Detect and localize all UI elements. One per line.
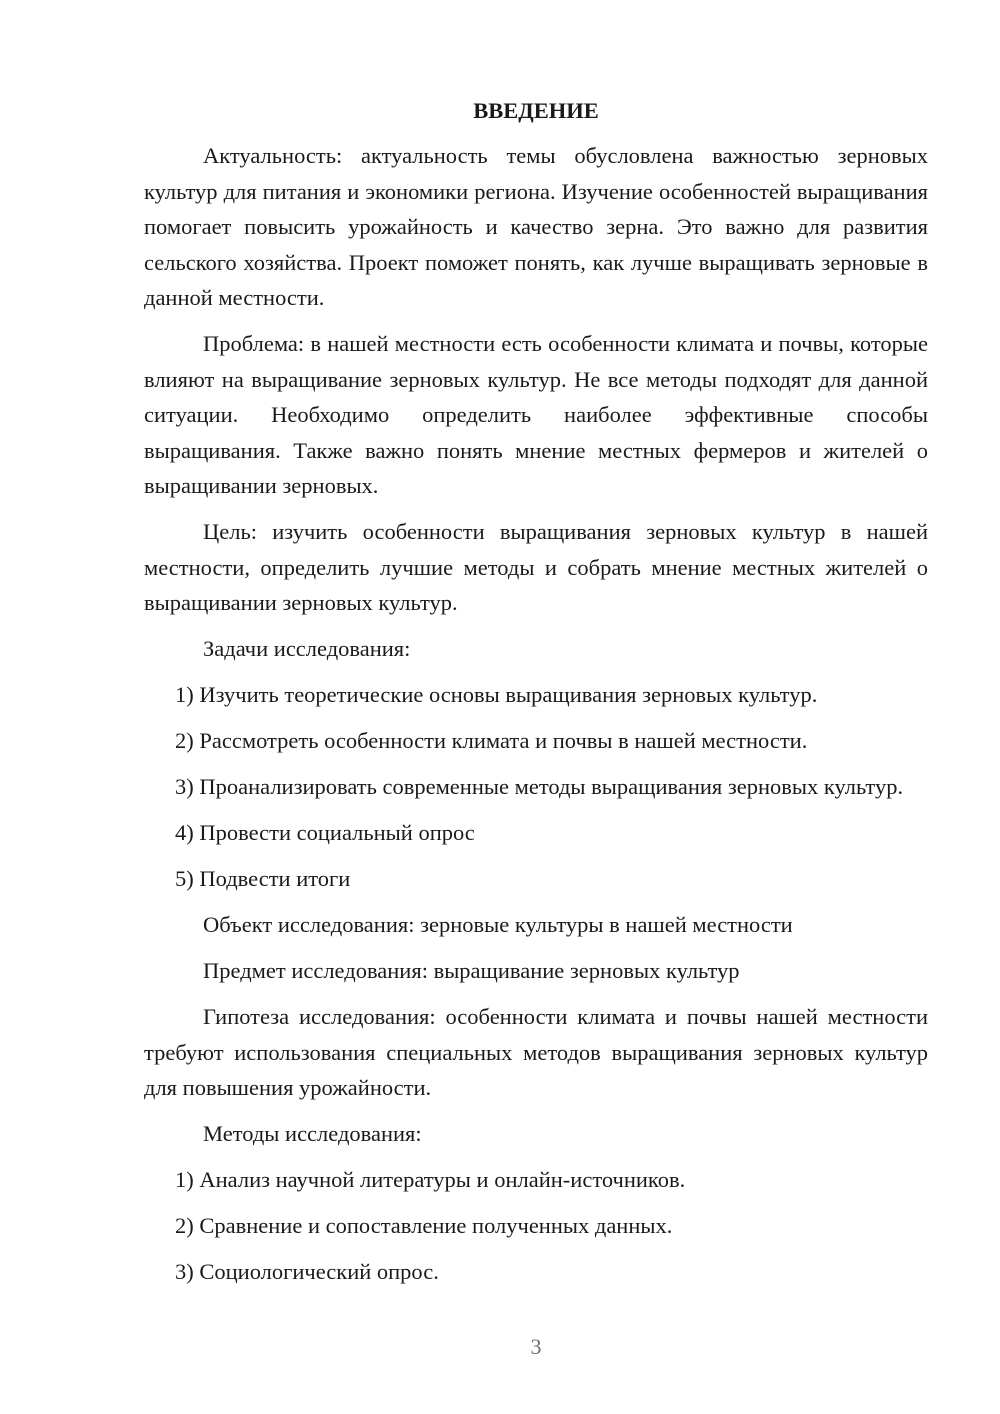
task-item-3: 3) Проанализировать современные методы выращивания зерновых культур. [175, 774, 904, 799]
page-title: ВВЕДЕНИЕ [473, 98, 599, 123]
task-item-4: 4) Провести социальный опрос [175, 820, 475, 845]
task-item-5: 5) Подвести итоги [175, 866, 351, 891]
task-item-1: 1) Изучить теоретические основы выращивания зерновых культур. [175, 682, 818, 707]
hypothesis-paragraph: Гипотеза исследования: особенности климата и почвы нашей местности требуют использования специальных методов выращивания зерновых культур для повышения урожайности. [144, 1004, 928, 1100]
page-number: 3 [530, 1334, 542, 1359]
research-object: Объект исследования: зерновые культуры в нашей местности [203, 912, 793, 937]
tasks-heading: Задачи исследования: [203, 636, 411, 661]
page-content [144, 96, 928, 1300]
method-item-1: 1) Анализ научной литературы и онлайн-источников. [175, 1167, 686, 1192]
task-item-2: 2) Рассмотреть особенности климата и почвы в нашей местности. [175, 728, 808, 753]
problem-paragraph: Проблема: в нашей местности есть особенности климата и почвы, которые влияют на выращивание зерновых культур. Не все методы подходят для данной ситуации. Необходимо определить наиболее эффективные способы выращивания. Также важно понять мнение местных фермеров и жителей о выращивании зерновых. [144, 331, 928, 498]
research-subject: Предмет исследования: выращивание зерновых культур [203, 958, 740, 983]
method-item-3: 3) Социологический опрос. [175, 1259, 439, 1284]
methods-heading: Методы исследования: [203, 1121, 422, 1146]
method-item-2: 2) Сравнение и сопоставление полученных данных. [175, 1213, 673, 1238]
goal-paragraph: Цель: изучить особенности выращивания зерновых культур в нашей местности, определить лучшие методы и собрать мнение местных жителей о выращивании зерновых культур. [144, 519, 928, 615]
relevance-paragraph: Актуальность: актуальность темы обусловлена важностью зерновых культур для питания и экономики региона. Изучение особенностей выращивания помогает повысить урожайность и качество зерна. Это важно для развития сельского хозяйства. Проект поможет понять, как лучше выращивать зерновые в данной местности. [144, 143, 928, 310]
